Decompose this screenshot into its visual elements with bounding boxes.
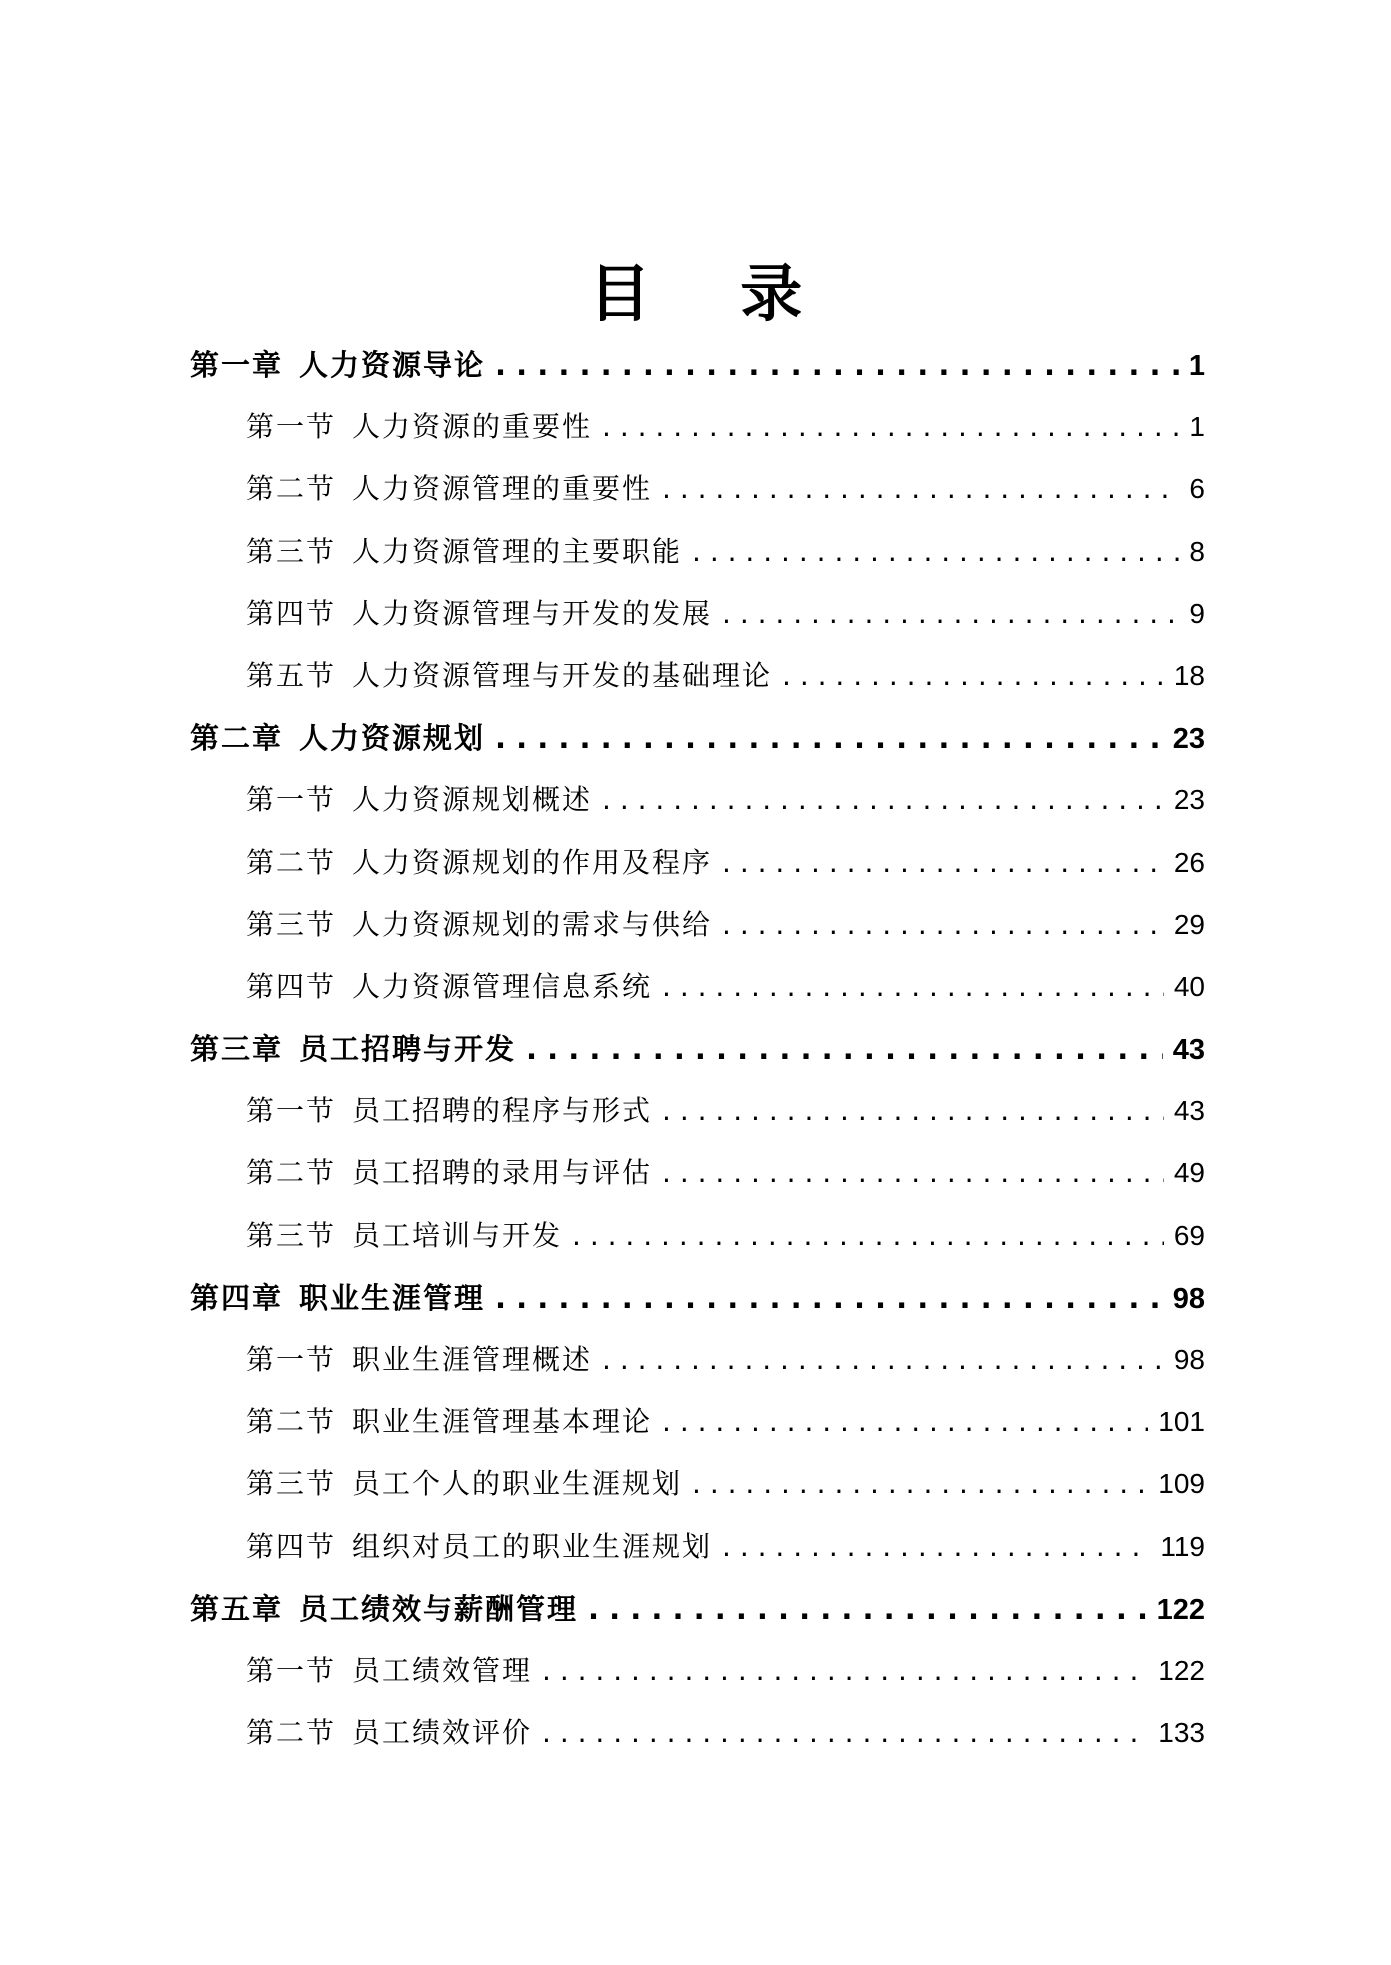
toc-section-entry[interactable] — [190, 1702, 1205, 1764]
toc-chapter-entry[interactable] — [190, 1267, 1205, 1329]
toc-entry-title: 职业生涯管理基本理论 — [352, 1405, 653, 1439]
toc-entry-title: 人力资源管理与开发的发展 — [352, 596, 713, 630]
toc-section-entry[interactable] — [190, 458, 1205, 520]
table-of-contents — [190, 334, 1205, 1764]
dot-leader — [662, 1080, 1164, 1142]
toc-page-number: 40 — [1173, 970, 1205, 1002]
toc-entry-number: 第二节 — [246, 845, 337, 879]
toc-entry-label — [190, 1267, 485, 1329]
toc-section-entry[interactable] — [190, 894, 1205, 956]
toc-entry-number: 第二节 — [246, 472, 337, 506]
dot-leader — [662, 956, 1164, 1018]
toc-entry-title: 员工培训与开发 — [352, 1218, 563, 1252]
toc-entry-label — [190, 334, 485, 396]
toc-page-number: 133 — [1158, 1717, 1205, 1749]
toc-entry-number: 第三章 — [190, 1032, 284, 1067]
toc-entry-title: 人力资源规划概述 — [352, 783, 593, 817]
toc-entry-number: 第一节 — [246, 1094, 337, 1128]
toc-page-number: 98 — [1173, 1344, 1205, 1375]
toc-page-number: 23 — [1173, 784, 1205, 816]
toc-section-entry[interactable] — [190, 645, 1205, 707]
toc-page-number: 49 — [1173, 1157, 1205, 1189]
toc-entry-label — [246, 521, 682, 583]
toc-entry-title: 人力资源规划的作用及程序 — [352, 845, 713, 879]
toc-section-entry[interactable] — [190, 1640, 1205, 1702]
toc-entry-title: 人力资源管理的主要职能 — [352, 534, 683, 568]
toc-chapter-entry[interactable] — [190, 334, 1205, 396]
toc-entry-label — [246, 1453, 682, 1515]
toc-entry-title: 员工绩效评价 — [352, 1716, 533, 1750]
toc-entry-label — [190, 707, 485, 769]
toc-page-number: 18 — [1173, 659, 1205, 691]
toc-entry-number: 第一节 — [246, 1653, 337, 1687]
toc-entry-title: 人力资源管理与开发的基础理论 — [352, 658, 773, 692]
toc-entry-label — [246, 1702, 532, 1764]
toc-entry-label — [246, 1205, 562, 1267]
toc-entry-number: 第二章 — [190, 721, 284, 756]
toc-entry-title: 员工绩效与薪酬管理 — [299, 1591, 579, 1626]
toc-chapter-entry[interactable] — [190, 1578, 1205, 1640]
toc-entry-number: 第四节 — [246, 1529, 337, 1563]
toc-page-number: 98 — [1172, 1282, 1205, 1315]
toc-section-entry[interactable] — [190, 769, 1205, 831]
toc-section-entry[interactable] — [190, 1205, 1205, 1267]
toc-entry-title: 人力资源导论 — [299, 348, 486, 382]
toc-page-number: 43 — [1173, 1095, 1205, 1127]
toc-entry-label — [246, 1080, 652, 1142]
toc-page-number: 101 — [1158, 1406, 1205, 1438]
dot-leader — [722, 832, 1164, 894]
dot-leader — [495, 1267, 1163, 1329]
toc-section-entry[interactable] — [190, 1391, 1205, 1453]
toc-entry-title: 组织对员工的职业生涯规划 — [352, 1529, 713, 1563]
toc-entry-label — [190, 1018, 516, 1080]
toc-section-entry[interactable] — [190, 956, 1205, 1018]
toc-page-number: 119 — [1160, 1530, 1205, 1562]
dot-leader — [722, 583, 1179, 645]
toc-entry-title: 职业生涯管理 — [299, 1280, 486, 1315]
dot-leader — [572, 1205, 1164, 1267]
toc-section-entry[interactable] — [190, 396, 1205, 458]
toc-entry-label — [246, 956, 652, 1018]
toc-entry-title: 员工招聘的录用与评估 — [352, 1156, 653, 1190]
toc-entry-title: 人力资源管理的重要性 — [352, 472, 653, 506]
dot-leader — [662, 1391, 1148, 1453]
dot-leader — [722, 894, 1164, 956]
dot-leader — [692, 521, 1179, 583]
toc-entry-number: 第四节 — [246, 596, 337, 630]
toc-entry-title: 员工绩效管理 — [352, 1653, 533, 1687]
toc-entry-label — [246, 1516, 712, 1578]
toc-page-number: 1 — [1188, 350, 1205, 382]
toc-entry-title: 人力资源管理信息系统 — [352, 969, 653, 1003]
dot-leader — [722, 1516, 1150, 1578]
toc-section-entry[interactable] — [190, 1329, 1205, 1391]
toc-entry-number: 第四章 — [190, 1280, 284, 1315]
dot-leader — [542, 1640, 1148, 1702]
toc-page-number: 122 — [1156, 1593, 1205, 1626]
toc-entry-label — [246, 583, 712, 645]
toc-entry-title: 员工招聘的程序与形式 — [352, 1094, 653, 1128]
toc-entry-label — [246, 769, 592, 831]
dot-leader — [602, 1329, 1164, 1391]
toc-entry-number: 第五章 — [190, 1591, 284, 1626]
toc-entry-number: 第五节 — [246, 658, 337, 692]
toc-entry-number: 第二节 — [246, 1716, 337, 1750]
toc-entry-title: 员工招聘与开发 — [299, 1032, 517, 1067]
dot-leader — [602, 769, 1164, 831]
toc-page-number: 1 — [1189, 411, 1205, 443]
toc-entry-number: 第一章 — [190, 348, 284, 382]
dot-leader — [602, 396, 1179, 458]
toc-entry-number: 第一节 — [246, 410, 337, 444]
dot-leader — [495, 707, 1163, 769]
toc-entry-number: 第二节 — [246, 1156, 337, 1190]
toc-section-entry[interactable] — [190, 832, 1205, 894]
toc-section-entry[interactable] — [190, 1516, 1205, 1578]
toc-section-entry[interactable] — [190, 583, 1205, 645]
toc-entry-number: 第四节 — [246, 969, 337, 1003]
toc-page-number: 9 — [1189, 597, 1205, 629]
toc-entry-number: 第三节 — [246, 1467, 337, 1501]
toc-entry-title: 人力资源的重要性 — [352, 410, 593, 444]
toc-entry-number: 第二节 — [246, 1405, 337, 1439]
toc-entry-label — [246, 1142, 652, 1204]
toc-entry-label — [246, 1391, 652, 1453]
toc-section-entry[interactable] — [190, 521, 1205, 583]
toc-page-number: 8 — [1189, 535, 1205, 567]
page-title: 目 录 — [588, 256, 837, 330]
toc-page-number: 69 — [1173, 1219, 1205, 1251]
dot-leader — [782, 645, 1164, 707]
toc-entry-number: 第一节 — [246, 1343, 337, 1376]
toc-page-number: 26 — [1173, 846, 1205, 878]
toc-entry-label — [246, 1329, 592, 1391]
toc-page-number: 122 — [1158, 1654, 1205, 1686]
dot-leader — [542, 1702, 1148, 1764]
toc-section-entry[interactable] — [190, 1142, 1205, 1204]
toc-chapter-entry[interactable] — [190, 1018, 1205, 1080]
toc-section-entry[interactable] — [190, 1080, 1205, 1142]
toc-entry-title: 人力资源规划 — [299, 721, 486, 756]
dot-leader — [662, 1142, 1164, 1204]
toc-entry-label — [246, 832, 712, 894]
toc-page-number: 109 — [1158, 1468, 1205, 1500]
dot-leader — [662, 458, 1179, 520]
toc-entry-number: 第一节 — [246, 783, 337, 817]
dot-leader — [692, 1453, 1148, 1515]
dot-leader — [588, 1578, 1147, 1640]
toc-chapter-entry[interactable] — [190, 707, 1205, 769]
toc-entry-title: 职业生涯管理概述 — [352, 1343, 593, 1376]
toc-entry-label — [246, 458, 652, 520]
toc-entry-number: 第三节 — [246, 907, 337, 941]
toc-entry-label — [246, 396, 592, 458]
toc-entry-title: 人力资源规划的需求与供给 — [352, 907, 713, 941]
toc-entry-number: 第三节 — [246, 534, 337, 568]
toc-page-number: 23 — [1172, 723, 1205, 756]
toc-entry-label — [246, 894, 712, 956]
dot-leader — [526, 1018, 1163, 1080]
toc-entry-title: 员工个人的职业生涯规划 — [352, 1467, 683, 1501]
toc-page-number: 43 — [1172, 1034, 1205, 1067]
toc-entry-number: 第三节 — [246, 1218, 337, 1252]
toc-entry-label — [246, 645, 772, 707]
toc-page-number: 6 — [1189, 473, 1205, 505]
toc-section-entry[interactable] — [190, 1453, 1205, 1515]
toc-page-number: 29 — [1173, 908, 1205, 940]
toc-entry-label — [246, 1640, 532, 1702]
toc-entry-label — [190, 1578, 578, 1640]
dot-leader — [495, 334, 1179, 396]
